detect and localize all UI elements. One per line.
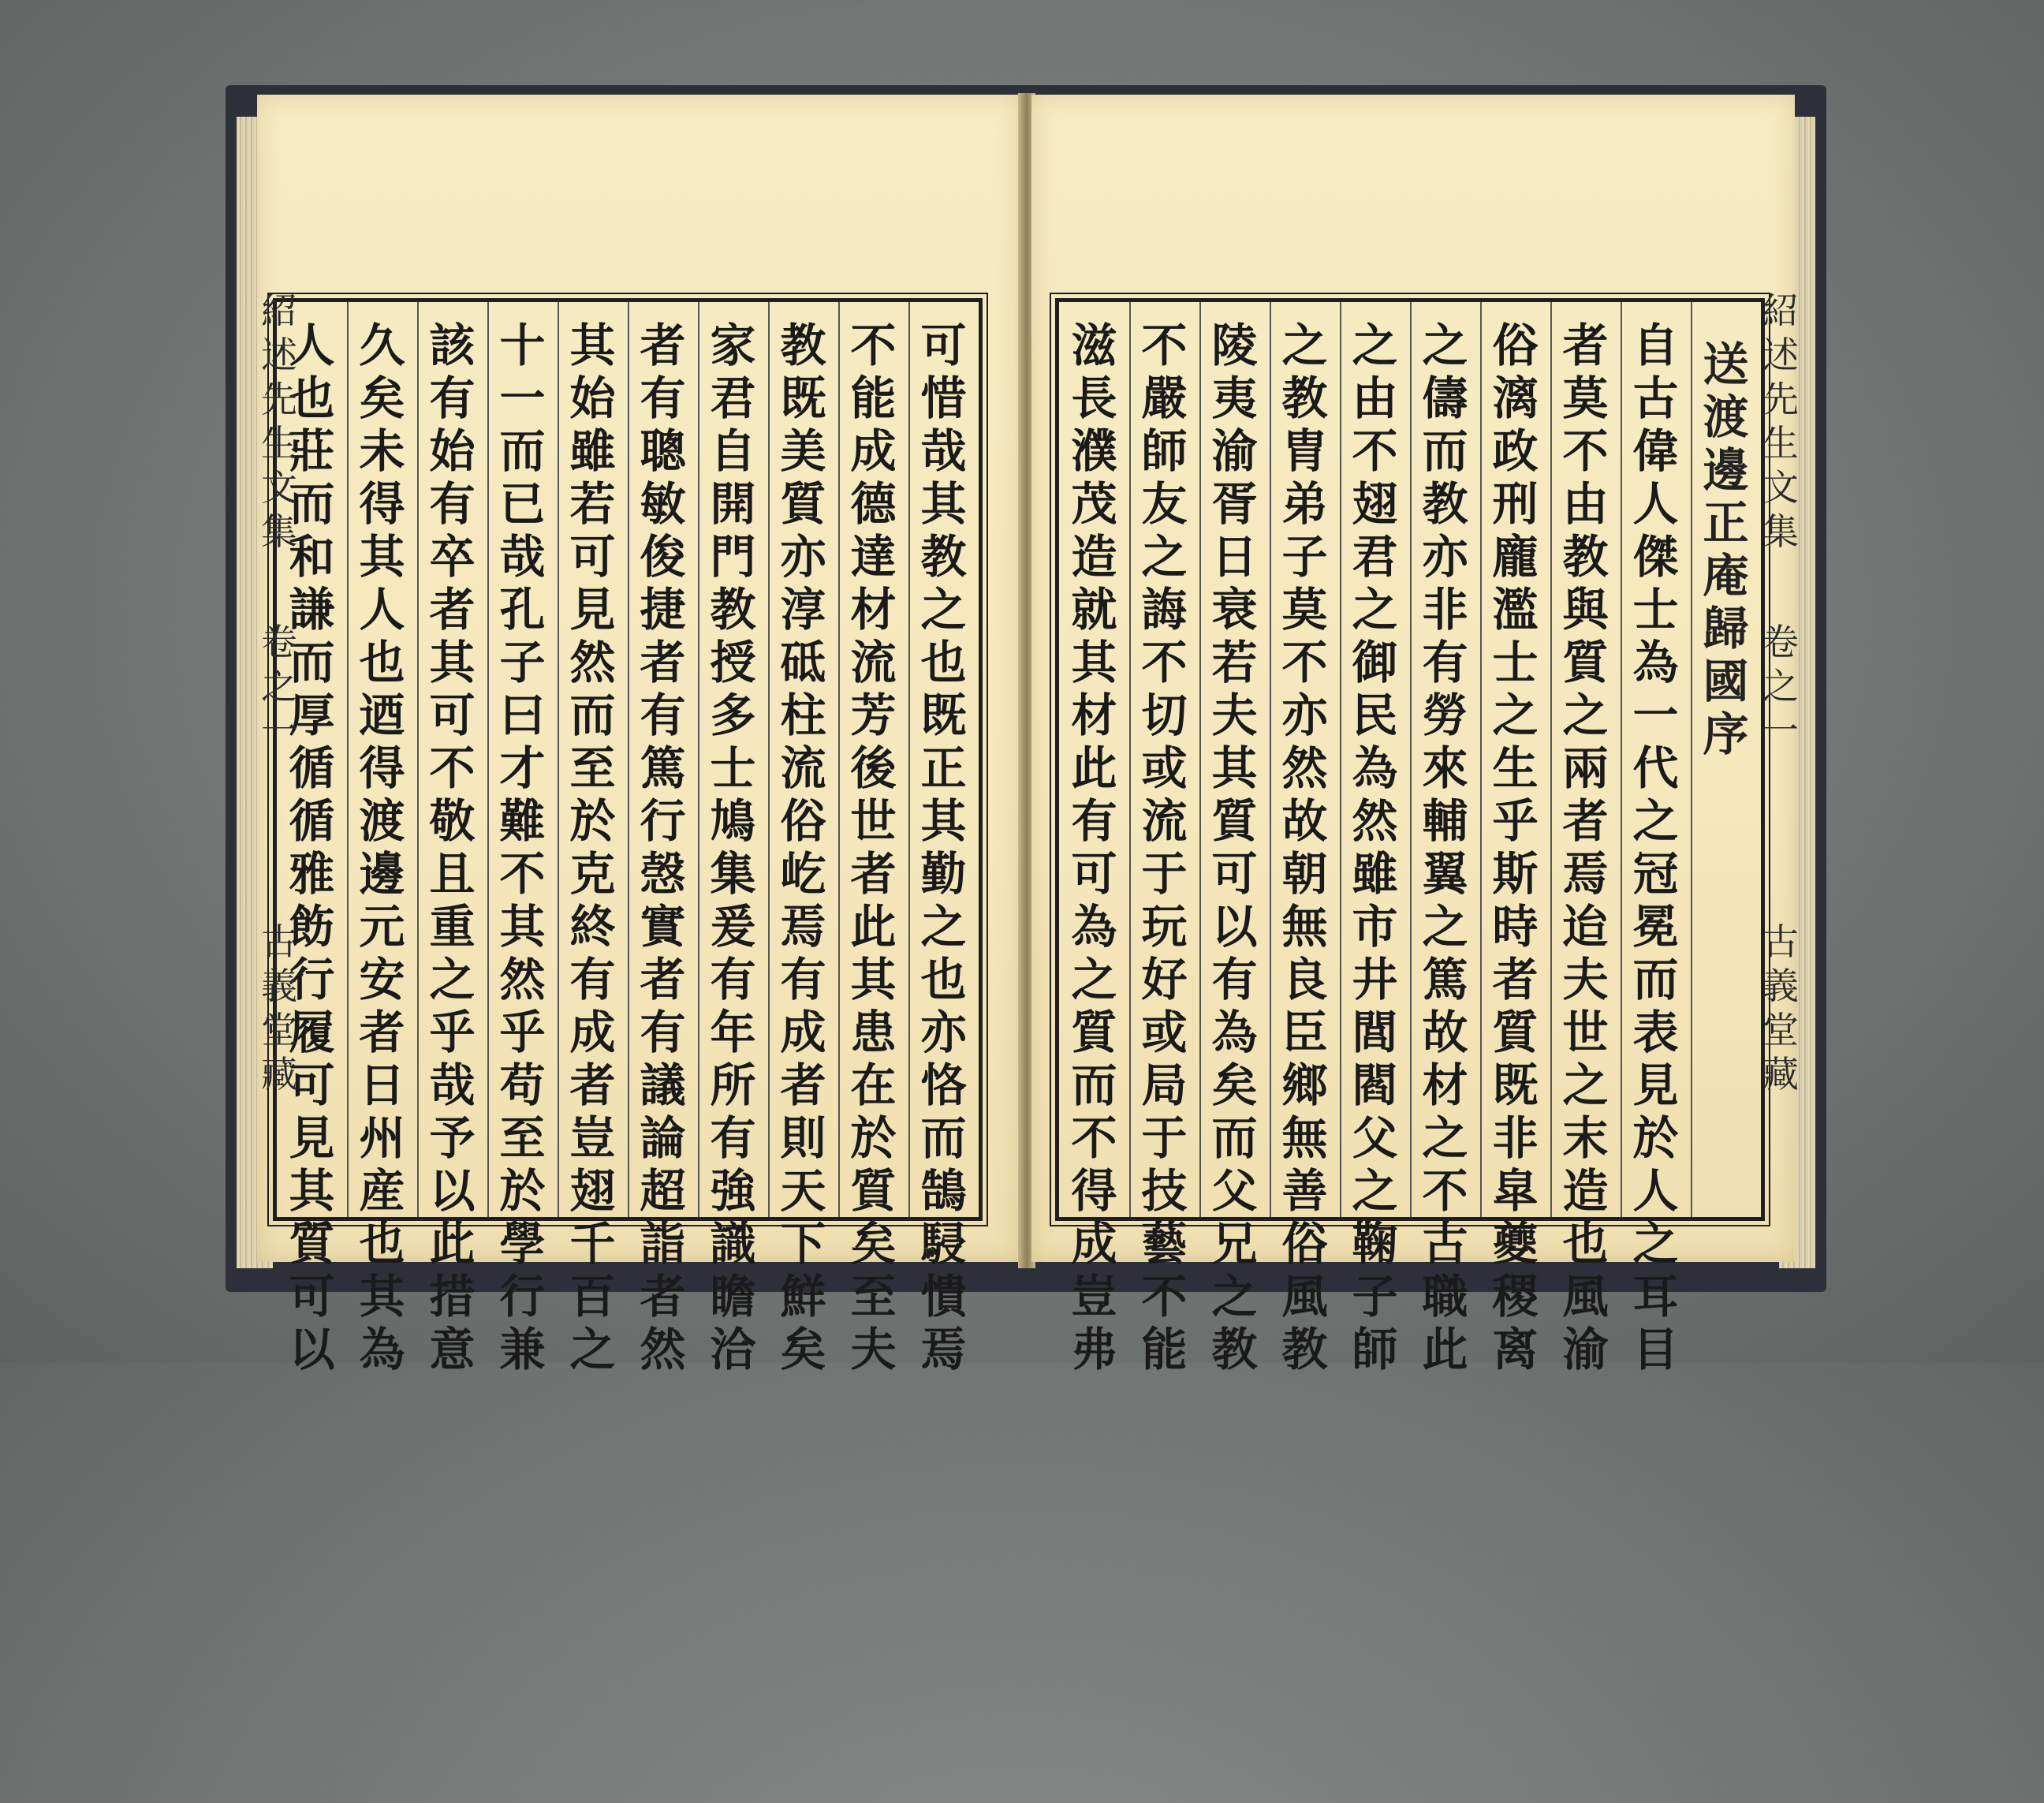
right-page [1031,95,1795,1376]
column-rule [1550,302,1552,1217]
column-rule [908,302,910,1217]
column-rule [628,302,629,1217]
column-rule [1621,302,1622,1217]
column-rule [1129,302,1131,1217]
column-rule [417,302,419,1217]
open-book [226,85,1826,1376]
left-text-frame [273,298,983,1376]
left-margin-strip [240,289,303,1204]
text-column: 久 矣 未 得 其 人 也 迺 得 渡 邊 元 安 者 日 州 産 也 其 為 [359,319,405,1376]
text-column: 不 能 成 德 達 材 流 芳 後 世 者 此 其 患 在 於 質 矣 至 夫 [850,319,897,1376]
right-volume-label: 卷 之 一 [1762,621,1799,752]
text-column: 可 惜 哉 其 教 之 也 既 正 其 勤 之 也 亦 恪 而 鵠 駸 憒 焉 [920,319,967,1376]
text-column: 滋 長 濮 茂 造 就 其 材 此 有 可 為 之 質 而 不 得 成 豈 弗 [1071,319,1117,1376]
column-rule [1270,302,1271,1217]
column-rule [347,302,349,1217]
column-rule [487,302,489,1217]
left-publisher-label: 古 義 堂 藏 [261,920,297,1096]
column-rule [768,302,770,1217]
left-volume-label: 卷 之 一 [261,621,297,752]
column-rule [1199,302,1201,1217]
text-column: 其 始 雖 若 可 見 然 而 至 於 克 終 有 成 者 豈 翅 千 百 之 [569,319,616,1376]
right-publisher-label: 古 義 堂 藏 [1762,920,1799,1096]
left-page [257,95,1020,1376]
right-running-title: 紹 述 先 生 文 集 [1762,289,1799,553]
text-column: 俗 漓 政 刑 龐 濫 士 之 生 乎 斯 時 者 質 既 非 皐 夔 稷 离 [1492,319,1539,1376]
text-column: 該 有 始 有 卒 者 其 可 不 敬 且 重 之 乎 哉 予 以 此 措 意 [429,319,476,1376]
text-column: 十 一 而 已 哉 孔 子 曰 才 難 不 其 然 乎 苟 至 於 學 行 兼 [499,319,546,1376]
text-column: 之 由 不 翅 君 之 御 民 為 然 雖 市 井 閭 閻 父 之 鞠 子 師 [1352,319,1398,1376]
column-rule [1691,302,1692,1217]
essay-title: 送 渡 邊 正 庵 歸 國 序 [1703,338,1749,761]
left-running-title: 紹 述 先 生 文 集 [261,289,297,553]
text-column: 者 莫 不 由 教 與 質 之 兩 者 焉 迨 夫 世 之 末 造 也 風 渝 [1562,319,1609,1376]
column-rule [698,302,699,1217]
text-column: 人 也 莊 而 和 謙 而 厚 循 循 雅 飭 行 履 可 見 其 質 可 以 [289,319,335,1376]
column-rule [1410,302,1412,1217]
column-rule [838,302,840,1217]
column-rule [1480,302,1482,1217]
column-rule [1340,302,1341,1217]
text-column: 教 既 美 質 亦 淳 砥 柱 流 俗 屹 焉 有 成 者 則 天 下 鮮 矣 [780,319,826,1376]
text-column: 不 嚴 師 友 之 誨 不 切 或 流 于 玩 好 或 局 于 技 藝 不 能 [1141,319,1188,1376]
text-column: 家 君 自 開 門 教 授 多 士 鳩 集 爰 有 年 所 有 強 識 瞻 洽 [710,319,756,1376]
text-column: 自 古 偉 人 傑 士 為 一 代 之 冠 冕 而 表 見 於 人 之 耳 目 [1632,319,1679,1376]
text-column: 陵 夷 渝 胥 日 衰 若 夫 其 質 可 以 有 為 矣 而 父 兄 之 教 [1211,319,1258,1376]
right-text-frame [1055,298,1765,1376]
column-rule [558,302,559,1217]
text-column: 之 教 胄 弟 子 莫 不 亦 然 故 朝 無 良 臣 鄉 無 善 俗 風 教 [1281,319,1328,1376]
text-column: 之 儔 而 教 亦 非 有 勞 來 輔 翼 之 篤 故 材 之 不 古 職 此 [1422,319,1468,1376]
right-margin-strip [1749,289,1812,1204]
text-column: 者 有 聰 敏 俊 捷 者 有 篤 行 愨 實 者 有 議 論 超 詣 者 然 [640,319,686,1376]
